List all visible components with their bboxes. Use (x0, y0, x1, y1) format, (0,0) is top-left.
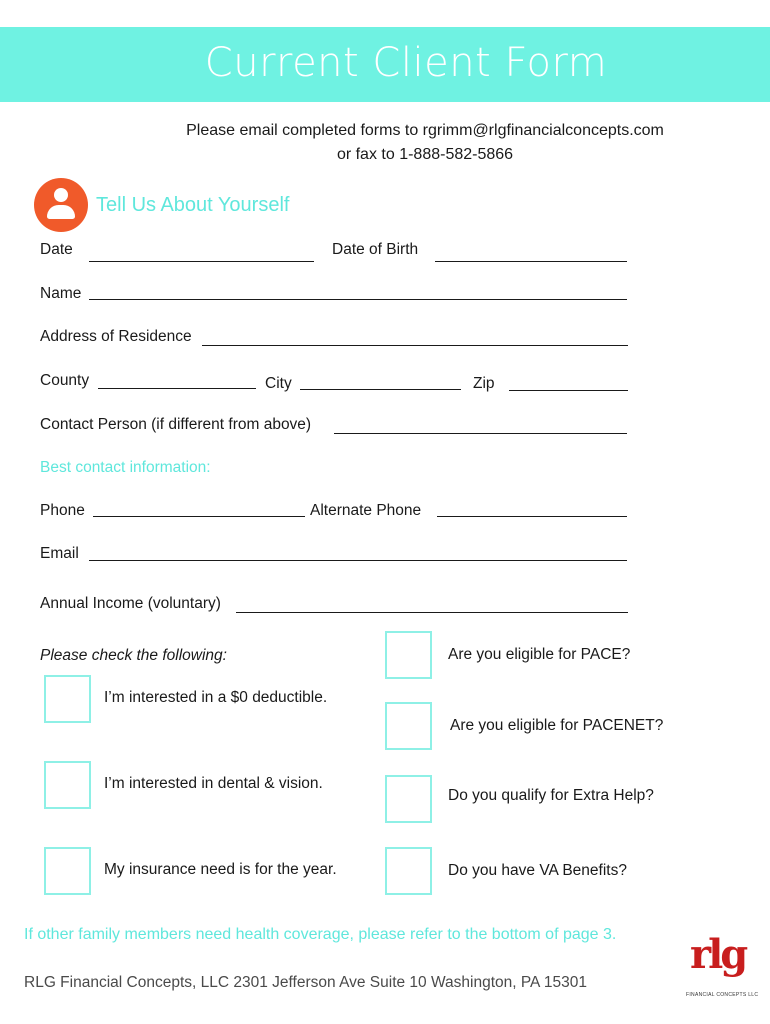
form-title: Current Client Form (204, 40, 608, 86)
checkbox-extra-help[interactable] (385, 775, 432, 823)
family-note: If other family members need health coverage, please refer to the bottom of page 3. (24, 926, 617, 943)
checkbox-dental-vision[interactable] (44, 761, 91, 809)
contact-person-label: Contact Person (if different from above) (40, 416, 312, 433)
email-field[interactable] (89, 560, 627, 561)
checkbox-insurance-year-label: My insurance need is for the year. (104, 861, 337, 878)
annual-income-label: Annual Income (voluntary) (40, 595, 221, 612)
date-label: Date (40, 241, 73, 258)
city-field[interactable] (300, 389, 461, 390)
zip-field[interactable] (509, 390, 628, 391)
checkbox-va-benefits[interactable] (385, 847, 432, 895)
alternate-phone-field[interactable] (437, 516, 627, 517)
date-of-birth-label: Date of Birth (332, 241, 419, 258)
person-icon-head (54, 188, 68, 202)
address-label: Address of Residence (40, 328, 192, 345)
email-label: Email (40, 545, 79, 562)
checkbox-pace[interactable] (385, 631, 432, 679)
checks-heading: Please check the following: (40, 647, 227, 664)
checkbox-va-benefits-label: Do you have VA Benefits? (448, 862, 627, 879)
zip-label: Zip (473, 375, 495, 392)
rlg-logo-subtext: FINANCIAL CONCEPTS LLC (686, 992, 759, 998)
best-contact-heading: Best contact information: (40, 459, 211, 476)
checkbox-insurance-year[interactable] (44, 847, 91, 895)
rlg-logo: rlg (690, 931, 746, 978)
county-label: County (40, 372, 90, 389)
person-icon (34, 178, 88, 232)
checkbox-zero-deductible[interactable] (44, 675, 91, 723)
contact-person-field[interactable] (334, 433, 627, 434)
checkbox-dental-vision-label: I’m interested in dental & vision. (104, 775, 323, 792)
date-field[interactable] (89, 261, 314, 262)
email-instruction: Please email completed forms to rgrimm@rlgfinancialconcepts.com (186, 122, 664, 139)
county-field[interactable] (98, 388, 256, 389)
name-label: Name (40, 285, 82, 302)
fax-instruction: or fax to 1-888-582-5866 (336, 146, 514, 163)
city-label: City (265, 375, 292, 392)
person-icon-body (47, 205, 75, 219)
checkbox-pace-label: Are you eligible for PACE? (448, 646, 631, 663)
alternate-phone-label: Alternate Phone (310, 502, 422, 519)
phone-field[interactable] (93, 516, 305, 517)
section-title: Tell Us About Yourself (96, 194, 290, 216)
company-address: RLG Financial Concepts, LLC 2301 Jefferson Ave Suite 10 Washington, PA 15301 (24, 974, 587, 991)
checkbox-extra-help-label: Do you qualify for Extra Help? (448, 787, 654, 804)
annual-income-field[interactable] (236, 612, 628, 613)
checkbox-zero-deductible-label: I’m interested in a $0 deductible. (104, 689, 328, 706)
date-of-birth-field[interactable] (435, 261, 627, 262)
name-field[interactable] (89, 299, 627, 300)
address-field[interactable] (202, 345, 628, 346)
checkbox-pacenet[interactable] (385, 702, 432, 750)
checkbox-pacenet-label: Are you eligible for PACENET? (450, 717, 664, 734)
phone-label: Phone (40, 502, 85, 519)
